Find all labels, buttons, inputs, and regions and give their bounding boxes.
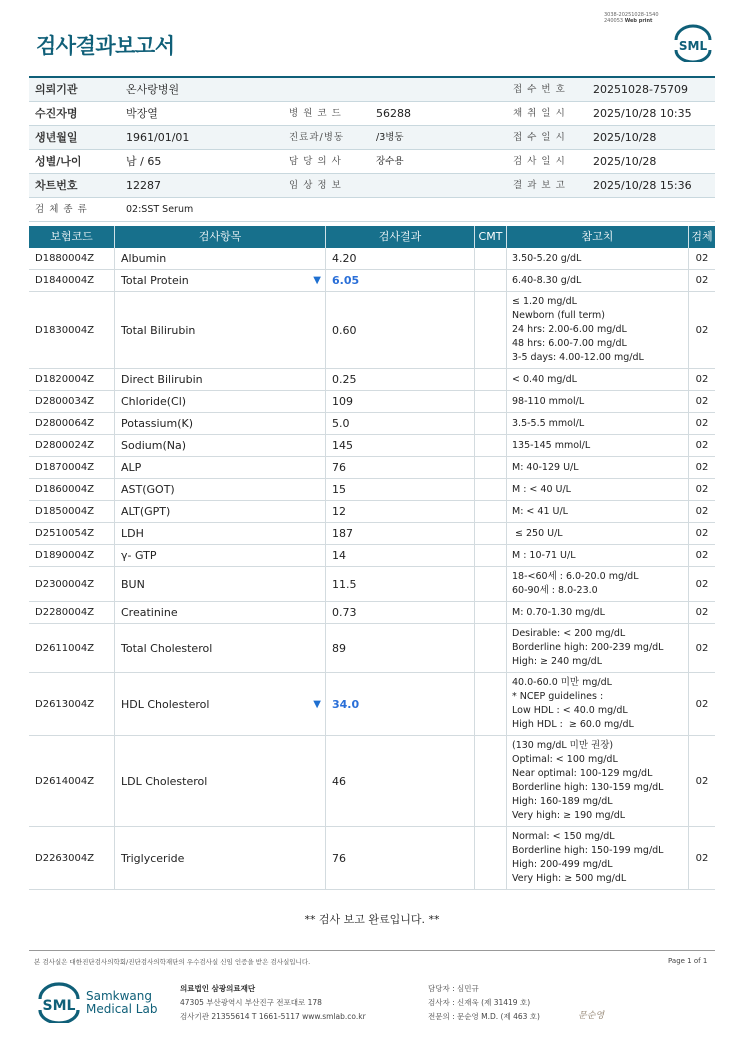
row-cmt [475, 248, 506, 269]
row-ref [507, 736, 715, 826]
row-result [326, 827, 474, 889]
info-row [29, 174, 715, 198]
row-name-text: ALT(GPT) [121, 505, 171, 518]
row-result-text: 0.73 [332, 606, 357, 619]
info-label: 담 당 의 사 [289, 156, 342, 167]
info-value: 2025/10/28 10:35 [593, 107, 692, 120]
row-ref-text: 135-145 mmol/L [512, 439, 591, 451]
row-ref [507, 270, 715, 291]
row-code: D1840004Z [35, 275, 95, 286]
row-name-text: γ- GTP [121, 549, 157, 562]
row-code: D2613004Z [35, 698, 95, 710]
row-ref-text: ≤ 1.20 mg/dL Newborn (full term) 24 hrs: 2.00-6.00 mg/dL 48 hrs: 6.00-7.00 mg/dL 3-5 days: 4.00-12.00 mg/dL [512, 296, 644, 363]
staff-tester: 검사자 : 신재욱 (제 31419 호) [428, 998, 531, 1007]
row-cmt [475, 435, 506, 456]
row-result [326, 457, 474, 478]
row-spec: 02 [695, 396, 709, 407]
info-value: 2025/10/28 [593, 131, 657, 144]
row-name [115, 369, 325, 390]
row-code: D2300004Z [35, 578, 95, 590]
header-cmt: CMT [478, 230, 503, 243]
row-name-text: LDH [121, 527, 144, 540]
row-cmt [475, 673, 506, 735]
row-cmt [475, 827, 506, 889]
row-spec: 02 [695, 698, 709, 710]
row-cmt [475, 501, 506, 522]
info-value: 2025/10/28 [593, 155, 657, 168]
row-result [326, 391, 474, 412]
row-code: D1870004Z [35, 462, 95, 473]
page-title: 검사결과보고서 [36, 34, 175, 58]
table-row [29, 567, 715, 602]
row-spec: 02 [695, 462, 709, 473]
row-name [115, 391, 325, 412]
row-ref [507, 413, 715, 434]
row-code: D1890004Z [35, 550, 95, 561]
row-spec: 02 [695, 607, 709, 618]
info-label: 검 체 종 류 [35, 204, 88, 215]
row-name [115, 292, 325, 368]
row-ref-text: M: 0.70-1.30 mg/dL [512, 606, 605, 618]
print-label: Web print [624, 18, 653, 24]
row-ref-text: < 0.40 mg/dL [512, 373, 577, 385]
row-name [115, 413, 325, 434]
row-ref [507, 673, 715, 735]
row-spec: 02 [695, 374, 709, 385]
table-row [29, 545, 715, 567]
sml-logo-icon [672, 24, 714, 62]
row-spec: 02 [695, 852, 709, 864]
info-value: 12287 [126, 179, 161, 192]
info-value: 남 / 65 [126, 155, 162, 168]
row-code: D2611004Z [35, 642, 95, 654]
row-name [115, 673, 325, 735]
row-cmt [475, 523, 506, 544]
row-name-text: Chloride(Cl) [121, 395, 187, 408]
low-flag-icon: ▼ [313, 698, 321, 710]
row-ref [507, 602, 715, 623]
row-ref [507, 479, 715, 500]
corp-address: 47305 부산광역시 부산진구 전포대로 178 [180, 998, 322, 1007]
row-name [115, 523, 325, 544]
row-result [326, 624, 474, 672]
row-ref [507, 567, 715, 601]
corp-info [180, 982, 366, 1024]
row-spec: 02 [695, 528, 709, 539]
row-ref [507, 391, 715, 412]
low-flag-icon: ▼ [313, 275, 321, 286]
row-code: D2800034Z [35, 396, 95, 407]
table-row [29, 369, 715, 391]
table-row [29, 523, 715, 545]
staff-specialist: 전문의 : 문순영 M.D. (제 463 호) [428, 1012, 540, 1021]
row-result [326, 369, 474, 390]
row-ref-text: M: < 41 U/L [512, 505, 568, 517]
row-result-text: 187 [332, 527, 353, 540]
row-ref [507, 545, 715, 566]
corp-name: 의료법인 삼광의료재단 [180, 984, 256, 993]
header-name: 검사항목 [198, 230, 242, 243]
row-code: D1830004Z [35, 324, 95, 336]
row-ref [507, 435, 715, 456]
row-name-text: Total Protein [121, 274, 189, 287]
table-row [29, 827, 715, 890]
row-result-text: 11.5 [332, 577, 357, 591]
row-name-text: Total Bilirubin [121, 323, 196, 337]
row-ref-text: M : 10-71 U/L [512, 549, 576, 561]
table-body [29, 248, 715, 890]
info-value: 1961/01/01 [126, 131, 190, 144]
print-code: 3038-20251028-1540 [604, 12, 659, 18]
row-result [326, 736, 474, 826]
row-result [326, 602, 474, 623]
row-result-text: 5.0 [332, 417, 350, 430]
row-result [326, 270, 474, 291]
row-spec: 02 [695, 418, 709, 429]
row-name [115, 479, 325, 500]
row-code: D2280004Z [35, 607, 95, 618]
info-value: 2025/10/28 15:36 [593, 179, 692, 192]
row-name [115, 501, 325, 522]
row-ref [507, 501, 715, 522]
row-name-text: Potassium(K) [121, 417, 194, 430]
brand-name [86, 990, 157, 1016]
row-spec: 02 [695, 550, 709, 561]
row-name [115, 827, 325, 889]
row-spec: 02 [695, 440, 709, 451]
table-row [29, 270, 715, 292]
row-code: D2800024Z [35, 440, 95, 451]
header-spec: 검체 [691, 230, 713, 243]
brand-line1: Samkwang [86, 989, 152, 1003]
table-row [29, 413, 715, 435]
row-name-text: ALP [121, 461, 142, 474]
row-spec: 02 [695, 484, 709, 495]
row-result-text: 6.05 [332, 274, 360, 287]
row-name [115, 270, 325, 291]
row-ref-text: 6.40-8.30 g/dL [512, 274, 582, 286]
table-row [29, 457, 715, 479]
row-cmt [475, 545, 506, 566]
row-code: D1860004Z [35, 484, 95, 495]
row-spec: 02 [695, 275, 709, 286]
info-value: 02:SST Serum [126, 204, 194, 215]
table-row [29, 435, 715, 457]
row-spec: 02 [695, 506, 709, 517]
sml-logo-icon [36, 981, 82, 1023]
row-spec: 02 [695, 578, 709, 590]
row-spec: 02 [695, 775, 709, 787]
patient-info [29, 76, 715, 222]
print-sub: 240053 [604, 18, 624, 24]
info-label: 결 과 보 고 [513, 180, 566, 191]
info-value: 20251028-75709 [593, 83, 688, 96]
header-code: 보험코드 [50, 230, 93, 243]
certification-note: 본 검사실은 대한진단검사의학회/진단검사의학재단의 우수검사실 신임 인증을 받은 검사실입니다. [34, 958, 311, 966]
row-name [115, 602, 325, 623]
info-label: 병 원 코 드 [289, 108, 342, 119]
row-result-text: 0.25 [332, 373, 357, 386]
row-name [115, 248, 325, 269]
table-row [29, 673, 715, 736]
row-ref-text: (130 mg/dL 미만 권장) Optimal: < 100 mg/dL Near optimal: 100-129 mg/dL Borderline high: 130-159 mg/dL High: 160-189 mg/dL Very high: ≥ 190 mg/dL [512, 740, 664, 821]
row-cmt [475, 602, 506, 623]
row-spec: 02 [695, 324, 709, 336]
table-header [29, 226, 715, 248]
table-row [29, 624, 715, 673]
row-ref-text: 98-110 mmol/L [512, 395, 585, 407]
row-result-text: 109 [332, 395, 353, 408]
row-name [115, 624, 325, 672]
logo-top-text: SML [678, 39, 708, 53]
info-label: 진료과/병동 [289, 132, 345, 143]
info-row [29, 198, 715, 222]
row-cmt [475, 369, 506, 390]
row-cmt [475, 391, 506, 412]
info-label: 차트번호 [35, 179, 78, 192]
row-name-text: Direct Bilirubin [121, 373, 203, 386]
row-ref-text: ≤ 250 U/L [512, 527, 563, 539]
row-result [326, 545, 474, 566]
table-row [29, 479, 715, 501]
page-number: Page 1 of 1 [668, 957, 708, 965]
row-name [115, 736, 325, 826]
row-code: D2510054Z [35, 528, 95, 539]
row-result-text: 0.60 [332, 323, 357, 337]
row-name-text: Creatinine [121, 606, 178, 619]
row-cmt [475, 567, 506, 601]
table-row [29, 391, 715, 413]
row-ref [507, 248, 715, 269]
brand-line2: Medical Lab [86, 1002, 158, 1016]
staff-manager: 담당자 : 심민규 [428, 984, 479, 993]
table-row [29, 292, 715, 369]
table-row [29, 736, 715, 827]
row-result-text: 76 [332, 461, 346, 474]
table-row [29, 501, 715, 523]
row-ref [507, 369, 715, 390]
row-result-text: 76 [332, 851, 346, 865]
row-result [326, 248, 474, 269]
row-ref-text: 40.0-60.0 미만 mg/dL * NCEP guidelines : Low HDL : < 40.0 mg/dL High HDL : ≥ 60.0 mg/dL [512, 677, 634, 730]
row-result [326, 501, 474, 522]
info-row [29, 150, 715, 174]
row-name [115, 435, 325, 456]
row-ref [507, 827, 715, 889]
results-table [29, 226, 715, 890]
row-ref [507, 457, 715, 478]
info-label: 접 수 일 시 [513, 132, 566, 143]
row-code: D2614004Z [35, 775, 95, 787]
row-result-text: 89 [332, 641, 346, 655]
row-ref [507, 292, 715, 368]
row-ref-text: 3.50-5.20 g/dL [512, 252, 582, 264]
row-ref-text: M : < 40 U/L [512, 483, 571, 495]
info-label: 임 상 정 보 [289, 180, 342, 191]
end-note: ** 검사 보고 완료입니다. ** [304, 913, 440, 926]
row-ref-text: 3.5-5.5 mmol/L [512, 417, 585, 429]
info-label: 성별/나이 [35, 155, 82, 168]
row-ref-text: 18-<60세 : 6.0-20.0 mg/dL 60-90세 : 8.0-23.0 [512, 571, 639, 596]
row-cmt [475, 292, 506, 368]
row-code: D1850004Z [35, 506, 95, 517]
row-result-text: 14 [332, 549, 346, 562]
info-label: 채 취 일 시 [513, 108, 566, 119]
signature: 문순영 [578, 1011, 605, 1021]
row-code: D1820004Z [35, 374, 95, 385]
info-label: 의뢰기관 [35, 83, 78, 96]
row-code: D1880004Z [35, 253, 95, 264]
row-code: D2800064Z [35, 418, 95, 429]
row-result [326, 292, 474, 368]
row-ref-text: Desirable: < 200 mg/dL Borderline high: 200-239 mg/dL High: ≥ 240 mg/dL [512, 628, 664, 667]
row-result [326, 523, 474, 544]
row-name-text: Triglyceride [121, 851, 185, 865]
row-result [326, 435, 474, 456]
info-value: /3병동 [376, 132, 404, 143]
row-result [326, 567, 474, 601]
logo-bottom-text: SML [42, 998, 76, 1014]
row-name-text: Sodium(Na) [121, 439, 186, 452]
corp-contact: 검사기관 21355614 T 1661-5117 www.smlab.co.kr [180, 1012, 366, 1021]
row-ref-text: Normal: < 150 mg/dL Borderline high: 150-199 mg/dL High: 200-499 mg/dL Very High: ≥ 500 mg/dL [512, 831, 664, 884]
staff-info [428, 982, 540, 1024]
header-ref: 참고치 [581, 230, 614, 243]
row-name [115, 457, 325, 478]
row-result-text: 15 [332, 483, 346, 496]
row-name-text: Albumin [121, 252, 167, 265]
row-spec: 02 [695, 642, 709, 654]
row-ref [507, 523, 715, 544]
info-value: 장수용 [376, 156, 404, 167]
info-row [29, 76, 715, 102]
row-result-text: 4.20 [332, 252, 357, 265]
info-value: 박장열 [126, 107, 158, 120]
row-cmt [475, 624, 506, 672]
row-cmt [475, 479, 506, 500]
row-name-text: BUN [121, 577, 145, 591]
table-row [29, 248, 715, 270]
info-label: 접 수 번 호 [513, 84, 566, 95]
info-value: 56288 [376, 107, 411, 120]
info-row [29, 126, 715, 150]
table-row [29, 602, 715, 624]
print-meta [604, 12, 659, 24]
row-cmt [475, 736, 506, 826]
row-name-text: Total Cholesterol [121, 641, 213, 655]
info-label: 검 사 일 시 [513, 156, 566, 167]
row-ref-text: M: 40-129 U/L [512, 461, 579, 473]
row-name [115, 567, 325, 601]
row-result [326, 413, 474, 434]
row-result-text: 145 [332, 439, 353, 452]
row-result [326, 673, 474, 735]
row-result-text: 12 [332, 505, 346, 518]
info-label: 생년월일 [35, 131, 78, 144]
row-code: D2263004Z [35, 852, 95, 864]
info-label: 수진자명 [35, 107, 78, 120]
row-ref [507, 624, 715, 672]
row-name-text: HDL Cholesterol [121, 697, 210, 711]
info-value: 온사랑병원 [126, 83, 180, 96]
footer-divider [29, 950, 715, 951]
row-name [115, 545, 325, 566]
row-result-text: 34.0 [332, 697, 360, 711]
row-cmt [475, 457, 506, 478]
row-name-text: LDL Cholesterol [121, 774, 208, 788]
row-result [326, 479, 474, 500]
header-result: 검사결과 [378, 230, 422, 243]
row-cmt [475, 413, 506, 434]
info-row [29, 102, 715, 126]
row-cmt [475, 270, 506, 291]
row-name-text: AST(GOT) [121, 483, 175, 496]
row-spec: 02 [695, 253, 709, 264]
row-result-text: 46 [332, 774, 346, 788]
